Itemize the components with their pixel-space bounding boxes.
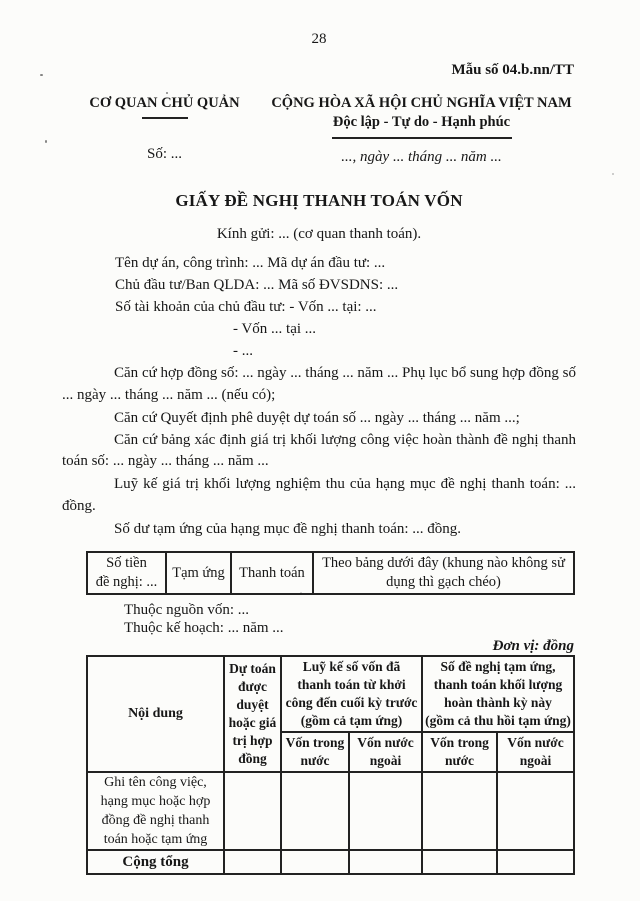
letterhead-left bbox=[62, 94, 267, 167]
amount-request-cell bbox=[87, 552, 166, 594]
document-number: Số: ... bbox=[146, 146, 182, 162]
national-motto: Độc lập - Tự do - Hạnh phúc bbox=[332, 114, 511, 130]
cell-line: đề nghị: ... bbox=[95, 574, 158, 590]
cell-line: hạng mục hoặc hợp bbox=[100, 794, 211, 809]
detail-table bbox=[86, 655, 575, 875]
header-line: Vốn trong bbox=[285, 735, 345, 750]
empty-cell bbox=[224, 772, 281, 850]
header-line: ngoài bbox=[519, 753, 552, 768]
paragraph-volume: Căn cứ bảng xác định giá trị khối lượng công việc hoàn thành đề nghị thanh toán số: ... ngày ... tháng ... năm ... bbox=[62, 432, 576, 469]
header-line: Vốn nước bbox=[357, 735, 414, 750]
header-line: Vốn trong bbox=[430, 735, 489, 750]
header-line: hoàn thành kỳ này bbox=[444, 695, 552, 710]
header-line: đồng bbox=[238, 751, 267, 766]
letterhead bbox=[62, 94, 576, 167]
note-cell bbox=[313, 552, 574, 594]
header-line: duyệt bbox=[236, 697, 269, 712]
header-line: ngoài bbox=[369, 753, 402, 768]
header-du-toan bbox=[224, 656, 281, 772]
advance-cell: Tạm ứng bbox=[166, 552, 231, 594]
header-line: (gồm cả tạm ứng) bbox=[300, 713, 403, 728]
empty-cell bbox=[422, 772, 497, 850]
subheader-von-trong-nuoc-1 bbox=[281, 732, 349, 772]
header-line: trị hợp bbox=[232, 733, 273, 748]
letterhead-right bbox=[267, 94, 576, 167]
detail-body-row bbox=[87, 772, 574, 850]
header-de-nghi-group bbox=[422, 656, 574, 732]
header-line: thanh toán khối lượng bbox=[433, 677, 563, 692]
header-line: hoặc giá bbox=[228, 715, 277, 730]
detail-total-row bbox=[87, 850, 574, 874]
national-title: CỘNG HÒA XÃ HỘI CHỦ NGHĨA VIỆT NAM bbox=[271, 95, 572, 111]
divider-line bbox=[142, 117, 188, 119]
empty-cell bbox=[349, 772, 422, 850]
detail-header-row bbox=[87, 656, 574, 732]
header-line: thanh toán từ khởi bbox=[297, 677, 406, 692]
info-line-account-2: - Vốn ... tại ... bbox=[233, 321, 317, 337]
subheader-von-nuoc-ngoai-2 bbox=[497, 732, 574, 772]
subheader-von-trong-nuoc-2 bbox=[422, 732, 497, 772]
empty-cell bbox=[349, 850, 422, 874]
payment-cell: Thanh toán bbox=[231, 552, 313, 594]
cell-line: Ghi tên công việc, bbox=[104, 775, 207, 790]
allocation-source-line: Thuộc nguồn vốn: ... bbox=[124, 602, 249, 618]
empty-cell bbox=[497, 772, 574, 850]
header-line: được bbox=[237, 679, 268, 694]
paragraph-decision: Căn cứ Quyết định phê duyệt dự toán số ... ngày ... tháng ... năm ...; bbox=[114, 410, 520, 426]
header-line: Số đề nghị tạm ứng, bbox=[440, 659, 556, 674]
subheader-von-nuoc-ngoai-1 bbox=[349, 732, 422, 772]
header-line: Luỹ kế số vốn đã bbox=[302, 659, 401, 674]
header-line: Dự toán bbox=[229, 661, 276, 676]
date-line: ..., ngày ... tháng ... năm ... bbox=[341, 149, 502, 165]
total-label-cell: Cộng tổng bbox=[87, 850, 224, 874]
cell-line: Số tiền bbox=[106, 555, 147, 571]
amount-summary-table bbox=[86, 551, 575, 595]
amount-table-row bbox=[87, 552, 574, 594]
info-line-account: Số tài khoản của chủ đầu tư: - Vốn ... tại: ... bbox=[115, 299, 377, 315]
header-line: nước bbox=[444, 753, 475, 768]
form-code: Mẫu số 04.b.nn/TT bbox=[451, 62, 574, 78]
scan-speck bbox=[45, 140, 47, 143]
scan-speck bbox=[612, 173, 614, 175]
paragraph-contract: Căn cứ hợp đồng số: ... ngày ... tháng ... năm ... Phụ lục bổ sung hợp đồng số ... ngày ... tháng ... năm ... (nếu có); bbox=[62, 365, 576, 403]
header-luy-ke-group bbox=[281, 656, 422, 732]
empty-cell bbox=[422, 850, 497, 874]
empty-cell bbox=[224, 850, 281, 874]
scan-speck bbox=[300, 592, 302, 594]
info-line-project: Tên dự án, công trình: ... Mã dự án đầu tư: ... bbox=[115, 255, 386, 271]
allocation-block bbox=[62, 601, 576, 637]
empty-cell bbox=[281, 772, 349, 850]
page-number: 28 bbox=[311, 31, 327, 47]
scan-speck bbox=[166, 92, 168, 94]
header-noi-dung: Nội dung bbox=[87, 656, 224, 772]
header-line: công đến cuối kỳ trước bbox=[285, 695, 418, 710]
unit-note: Đơn vị: đồng bbox=[492, 638, 574, 654]
info-line-investor: Chủ đầu tư/Ban QLDA: ... Mã số ĐVSDNS: ... bbox=[115, 277, 399, 293]
paragraph-accumulated: Luỹ kế giá trị khối lượng nghiệm thu của hạng mục đề nghị thanh toán: ... đồng. bbox=[62, 476, 576, 514]
header-line: (gồm cả thu hồi tạm ứng) bbox=[425, 713, 571, 728]
salutation-line: Kính gửi: ... (cơ quan thanh toán). bbox=[216, 226, 422, 242]
work-items-cell bbox=[87, 772, 224, 850]
empty-cell bbox=[497, 850, 574, 874]
cell-line: dụng thì gạch chéo) bbox=[386, 574, 501, 590]
cell-line: Theo bảng dưới đây (khung nào không sử bbox=[322, 555, 565, 571]
cell-line: đồng đề nghị thanh bbox=[101, 813, 210, 828]
paragraph-advance-balance: Số dư tạm ứng của hạng mục đề nghị thanh toán: ... đồng. bbox=[114, 521, 462, 537]
agency-name: CƠ QUAN CHỦ QUẢN bbox=[89, 95, 240, 111]
divider-line bbox=[332, 137, 512, 139]
empty-cell bbox=[281, 850, 349, 874]
scan-speck bbox=[40, 74, 43, 76]
info-line-account-3: - ... bbox=[233, 343, 253, 359]
allocation-plan-line: Thuộc kế hoạch: ... năm ... bbox=[124, 620, 284, 636]
cell-line: toán hoặc tạm ứng bbox=[103, 832, 208, 847]
project-info-block bbox=[62, 252, 576, 362]
header-line: Vốn nước bbox=[507, 735, 564, 750]
header-line: nước bbox=[300, 753, 330, 768]
form-title: GIẤY ĐỀ NGHỊ THANH TOÁN VỐN bbox=[175, 191, 463, 210]
